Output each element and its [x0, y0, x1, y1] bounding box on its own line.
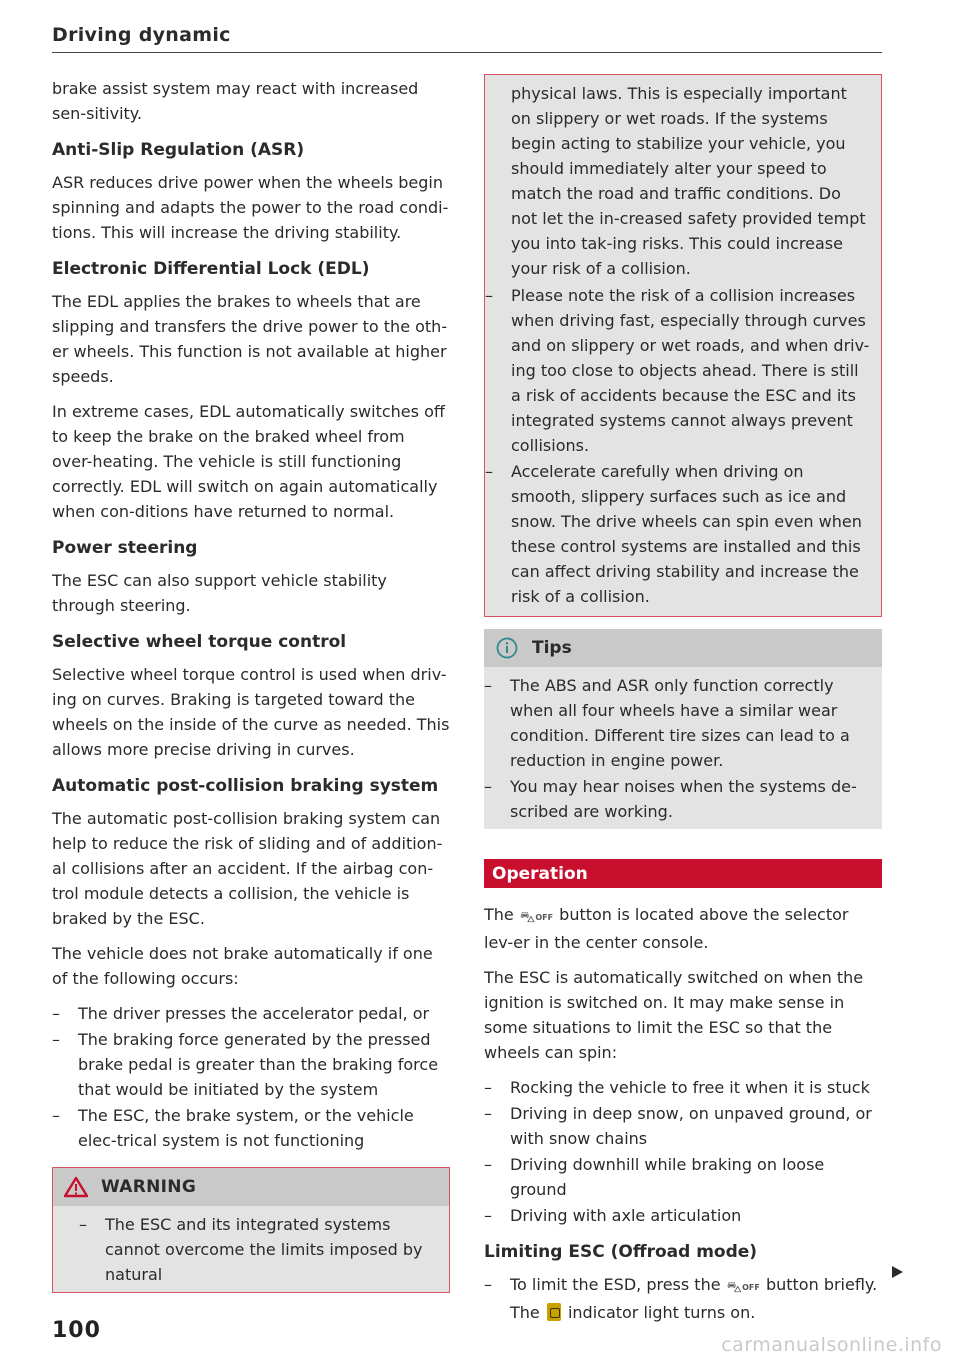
list-item: – Rocking the vehicle to free it when it is stuck: [484, 1075, 882, 1100]
list-item: – You may hear noises when the systems de-scribed are working.: [484, 774, 872, 824]
limiting-text-middle: button briefly. The: [510, 1275, 878, 1322]
warning-continued-text: physical laws. This is especially important on slippery or wet roads. If the systems begin acting to stabilize your vehicle, you should immediately alter your speed to match the road and traffic conditions. Do not let the in-creased safety provided tempt you into tak-ing risks. This could increase your risk of a collision.: [511, 84, 866, 278]
left-column: [52, 76, 450, 1293]
page-header: [52, 24, 882, 46]
power-steering-heading: Power steering: [52, 538, 198, 558]
warning-continued-list: [485, 283, 871, 609]
right-column: [484, 76, 882, 1335]
post-collision-list: [52, 1001, 450, 1153]
list-item: – Accelerate carefully when driving on smooth, slippery surfaces such as ice and snow. The drive wheels can spin even when these control systems are installed and this can affect driving stability and increase the risk of a collision.: [485, 459, 871, 609]
edl-text-1: The EDL applies the brakes to wheels that are slipping and transfers the drive power to the oth-er wheels. This function is not available at higher speeds.: [52, 292, 448, 386]
post-collision-text-1: The automatic post-collision braking system can help to reduce the risk of sliding and of addition-al collisions after an accident. If the airbag con-trol module detects a collision, the vehicle is braked by the ESC.: [52, 809, 443, 928]
limiting-esc-heading: Limiting ESC (Offroad mode): [484, 1242, 758, 1262]
list-item: [484, 1272, 882, 1325]
esc-off-label: OFF: [742, 1283, 760, 1292]
list-item: – Driving with axle articulation: [484, 1203, 882, 1228]
torque-control-heading: Selective wheel torque control: [52, 632, 347, 652]
page-number: 100: [52, 1318, 101, 1343]
warning-continued-box: [484, 74, 882, 617]
edl-heading: Electronic Differential Lock (EDL): [52, 259, 370, 279]
limiting-text-before: To limit the ESD, press the: [510, 1275, 721, 1294]
operation-text-before: The: [484, 905, 514, 924]
warning-body: [53, 1206, 449, 1292]
operation-heading: Operation: [492, 863, 588, 884]
asr-text: ASR reduces drive power when the wheels begin spinning and adapts the power to the road condi-tions. This will increase the driving stability.: [52, 173, 449, 242]
operation-list: [484, 1075, 882, 1228]
esc-off-icon: [520, 904, 553, 930]
watermark: carmanualsonline.info: [721, 1334, 942, 1356]
header-rule: [52, 52, 882, 53]
tips-label: Tips: [532, 638, 572, 658]
list-item: – The ESC and its integrated systems cannot overcome the limits imposed by natural: [79, 1212, 441, 1287]
car-skid-icon: ⛍: [519, 908, 536, 926]
list-item: – Driving in deep snow, on unpaved ground, or with snow chains: [484, 1101, 882, 1151]
list-item: – The ABS and ASR only function correctly when all four wheels have a similar wear condition. Different tire sizes can lead to a reduction in engine power.: [484, 673, 872, 773]
limiting-text-after: indicator light turns on.: [567, 1303, 756, 1322]
page-title: Driving dynamic: [52, 24, 231, 46]
list-item: – Driving downhill while braking on loose ground: [484, 1152, 882, 1202]
operation-section-bar: [484, 859, 882, 888]
esc-indicator-light-icon: [547, 1303, 561, 1321]
torque-control-text: Selective wheel torque control is used when driv-ing on curves. Braking is targeted toward the wheels on the inside of the curve as needed. This allows more precise driving in curves.: [52, 665, 450, 759]
warning-triangle-icon: [63, 1176, 89, 1198]
limiting-esc-list: [484, 1272, 882, 1325]
info-icon: [496, 637, 518, 659]
intro-text: brake assist system may react with increased sen-sitivity.: [52, 79, 419, 123]
post-collision-text-2: The vehicle does not brake automatically if one of the following occurs:: [52, 944, 433, 988]
edl-text-2: In extreme cases, EDL automatically switches off to keep the brake on the braked wheel from over-heating. The vehicle is still functioning correctly. EDL will switch on again automatically when con-ditions have returned to normal.: [52, 402, 445, 521]
operation-text-1: [484, 902, 882, 955]
power-steering-text: The ESC can also support vehicle stability through steering.: [52, 571, 387, 615]
list-item: – The driver presses the accelerator pedal, or: [52, 1001, 450, 1026]
tips-list: [484, 673, 872, 824]
esc-off-icon: [727, 1274, 760, 1300]
tips-header: [484, 629, 882, 667]
operation-text-after: button is located above the selector lev-er in the center console.: [484, 905, 849, 952]
warning-box: [52, 1167, 450, 1293]
post-collision-heading: Automatic post-collision braking system: [52, 776, 439, 796]
warning-header: [53, 1168, 449, 1206]
asr-heading: Anti-Slip Regulation (ASR): [52, 140, 305, 160]
operation-text-2: The ESC is automatically switched on when the ignition is switched on. It may make sense in some situations to limit the ESC so that the wheels can spin:: [484, 968, 864, 1062]
tips-body: [484, 667, 882, 829]
continue-arrow-icon: [890, 1265, 904, 1279]
list-item: – The braking force generated by the pressed brake pedal is greater than the braking force that would be initiated by the system: [52, 1027, 450, 1102]
warning-label: WARNING: [101, 1177, 197, 1197]
list-item: – The ESC, the brake system, or the vehicle elec-trical system is not functioning: [52, 1103, 450, 1153]
car-skid-icon: ⛍: [726, 1278, 743, 1296]
list-item: – Please note the risk of a collision increases when driving fast, especially through curves and on slippery or wet roads, and when driv-ing too close to objects ahead. There is still a risk of accidents because the ESC and its integrated systems cannot always prevent collisions.: [485, 283, 871, 458]
esc-off-label: OFF: [535, 913, 554, 922]
warning-list: [79, 1212, 441, 1287]
